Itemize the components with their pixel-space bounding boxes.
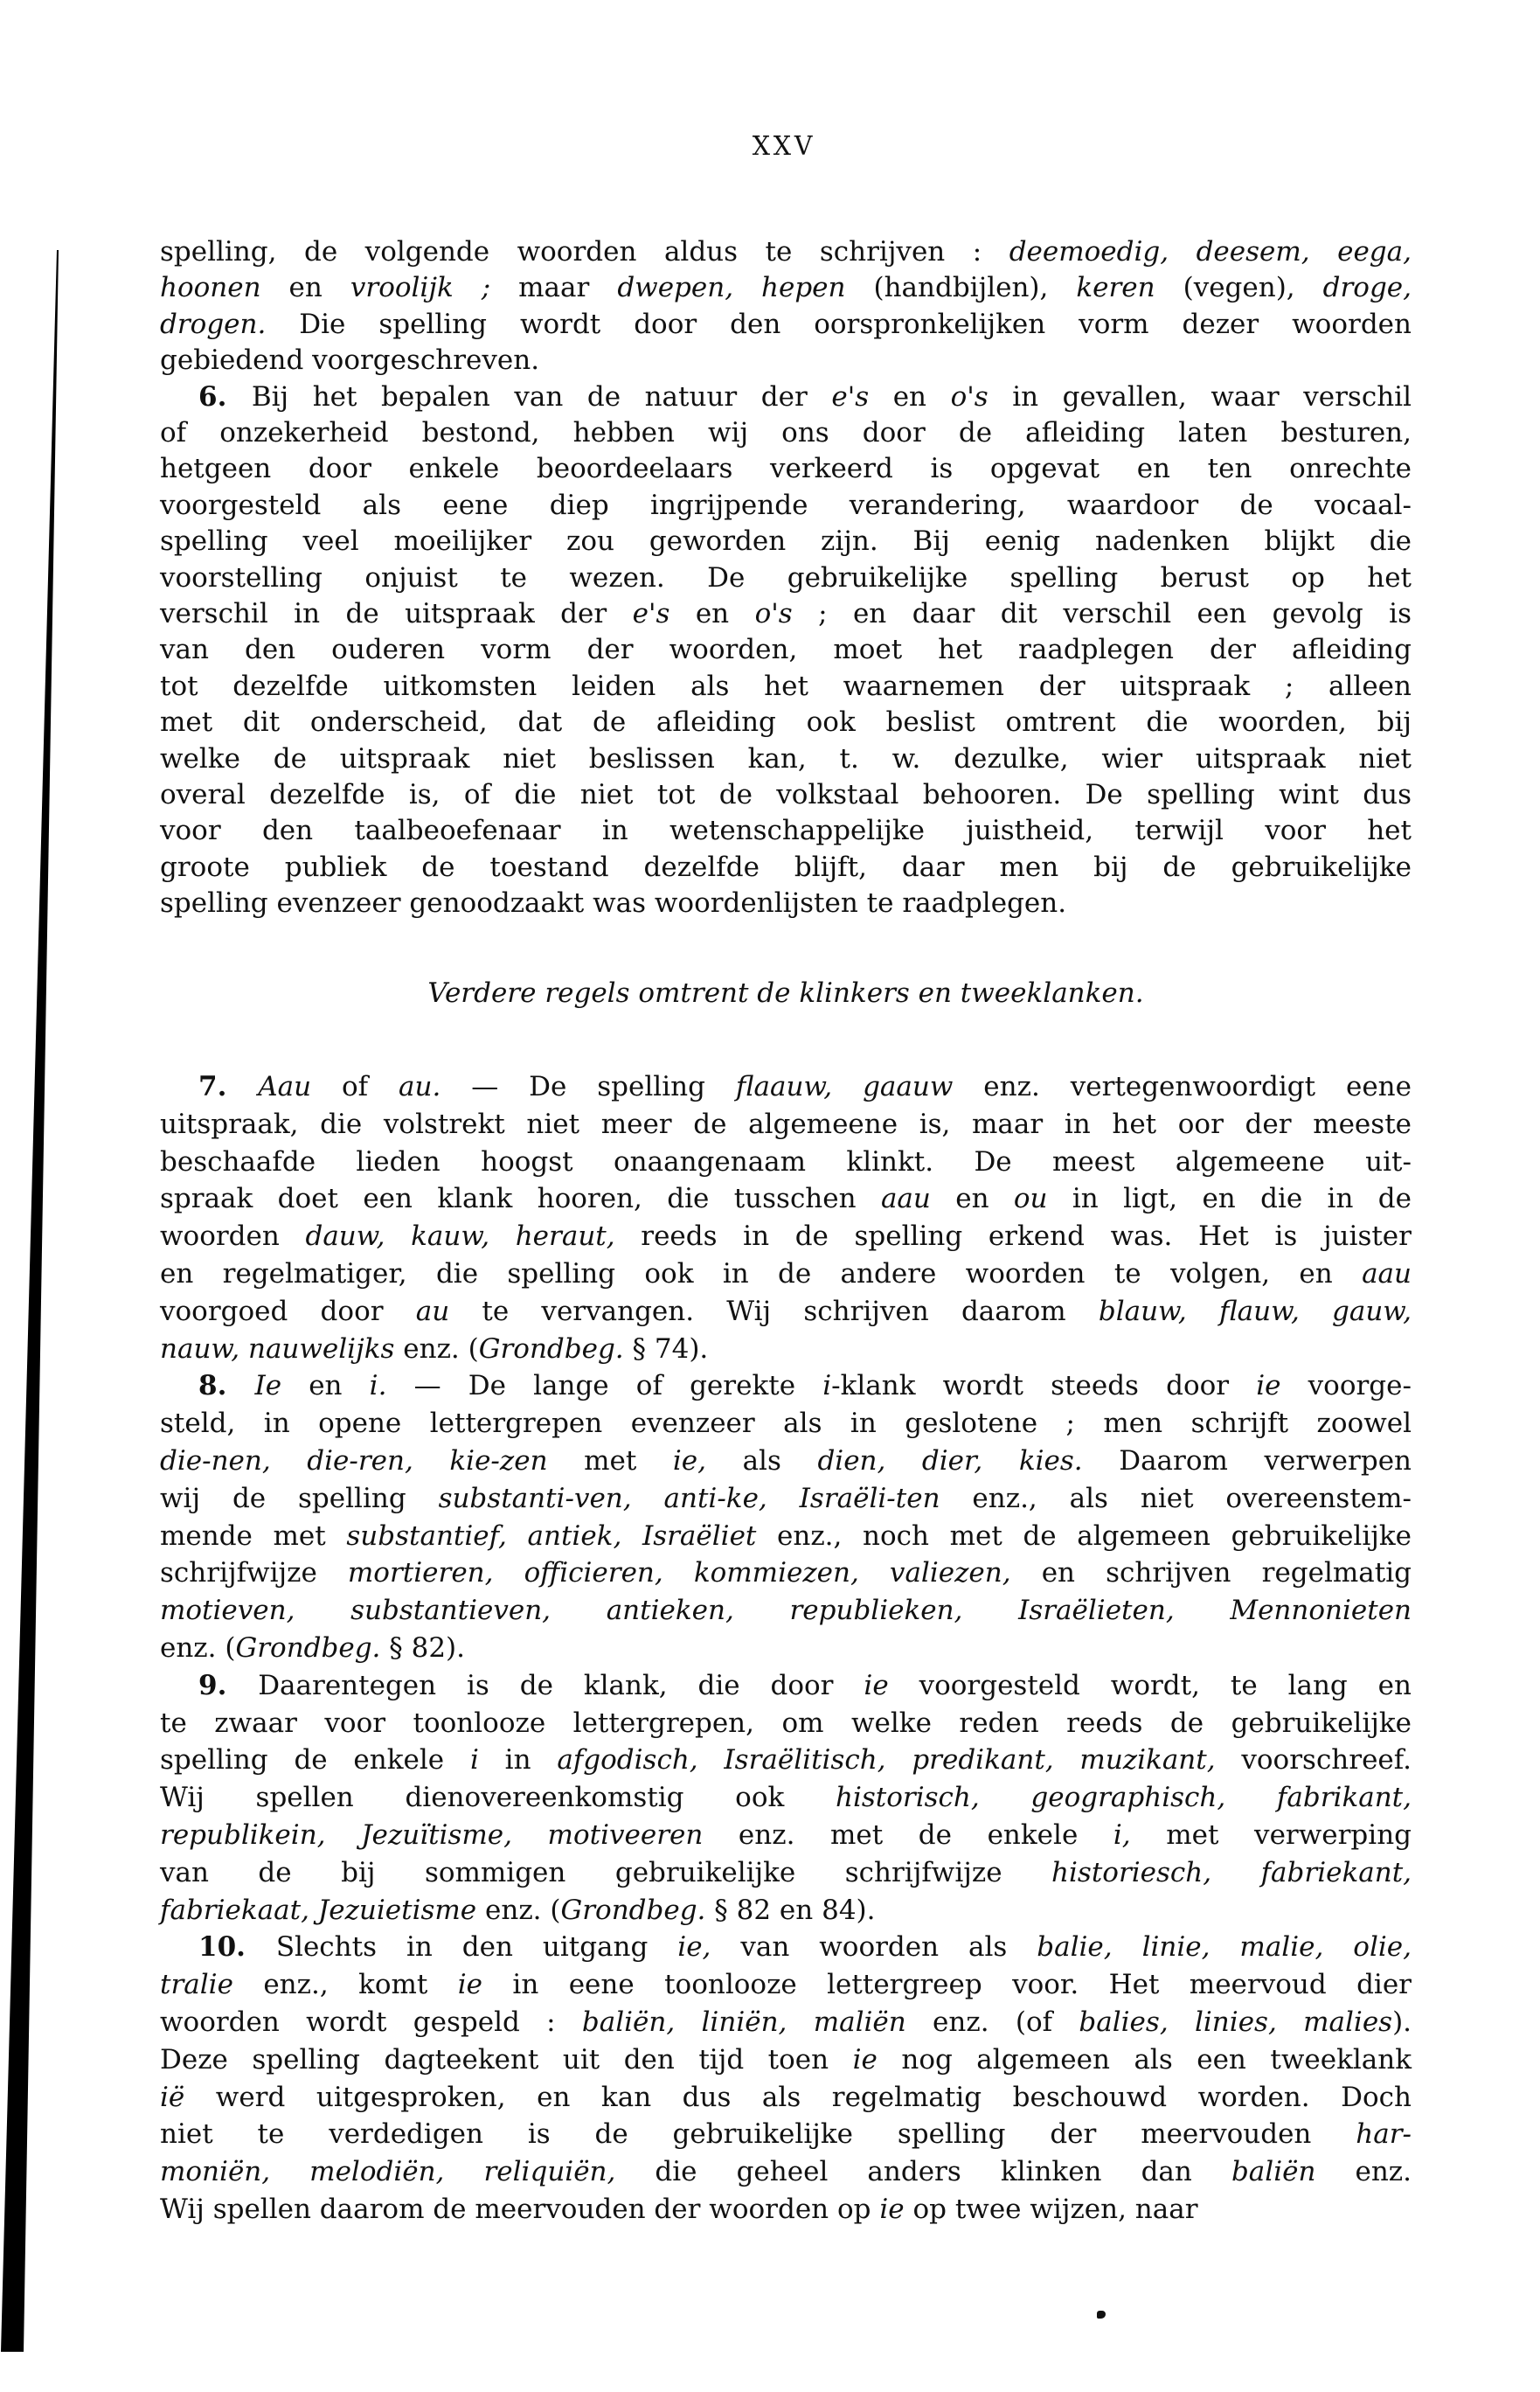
italic-term: republikein, Jezuïtisme, motiveeren [160,1818,704,1851]
text-run: enz. met de enkele [703,1818,1113,1851]
text-run: of [311,1071,399,1102]
text-run: Wij spellen dienovereenkomstig ook [160,1782,836,1814]
italic-term: au. [399,1071,441,1102]
paragraph-8 [160,1367,1412,1666]
italic-term: droge, [1322,272,1412,304]
italic-term: nauw, nauwelijks [160,1332,395,1365]
text-run: voorge- [1280,1370,1412,1402]
text-line [160,488,1412,524]
section-heading: Verdere regels omtrent de klinkers en tweeklanken. [427,977,1144,1009]
text-line [160,1068,1412,1106]
text-run: beschaafde lieden hoogst onaangenaam klinkt. De meest algemeene uit- [160,1145,1412,1178]
text-run: enz. [1315,2156,1412,2188]
text-run: overal dezelfde is, of die niet tot de volkstaal behooren. De spelling wint dus [160,778,1412,810]
italic-term: ie, [677,1931,711,1964]
text-run: steld, in opene lettergrepen evenzeer als in geslotene ; men schrijft zoowel [160,1408,1412,1440]
text-run: enz. ( [476,1894,561,1926]
text-line [160,1255,1412,1293]
italic-term: afgodisch, Israëlitisch, predikant, muzikant, [557,1744,1216,1777]
italic-term: substanti-ven, anti-ke, Israëli-ten [438,1482,940,1514]
text-run: te zwaar voor toonlooze lettergrepen, om welke reden reeds de gebruikelijke [160,1707,1412,1739]
text-line [160,1180,1412,1218]
text-run: niet te verdedigen is de gebruikelijke spelling der meervouden [160,2118,1356,2151]
text-line [160,886,1412,921]
paragraph-number: 10. [198,1931,276,1964]
text-line [160,1667,1412,1705]
italic-term: balies, linies, malies [1079,2006,1393,2038]
italic-term: mortieren, officieren, kommiezen, valiezen, [347,1557,1011,1589]
text-run: in ligt, en die in de [1047,1183,1412,1215]
text-run: enz. ( [394,1332,479,1365]
text-run: Slechts in den uitgang [275,1931,678,1964]
italic-term: historiesch, fabriekant, [1051,1856,1412,1888]
text-run: op twee wijzen, naar [904,2193,1198,2225]
text-run: voorgesteld als eene diep ingrijpende verandering, waardoor de vocaal- [160,489,1412,521]
italic-term: substantief, antiek, Israëliet [346,1519,757,1552]
text-run: verschil in de uitspraak der [160,597,633,629]
text-run: ). [1392,2006,1412,2038]
paragraph-7 [160,1068,1412,1367]
text-line [160,415,1412,451]
italic-term: ië [160,2081,185,2113]
text-run: wij de spelling [160,1482,439,1514]
text-line [160,1592,1412,1630]
italic-term: ie [457,1969,483,2001]
text-run: — De spelling [440,1071,736,1102]
italic-term: ou [1013,1183,1048,1215]
text-run: § 82 en 84). [705,1894,876,1926]
text-run: Daarom verwerpen [1082,1444,1412,1477]
text-line [160,1405,1412,1443]
text-run: spelling veel moeilijker zou geworden zijn. Bij eenig nadenken blijkt die [160,525,1412,558]
paragraph-intro [160,234,1412,379]
text-line [160,850,1412,886]
paragraph-6 [160,379,1412,922]
text-line [160,596,1412,632]
text-line [160,1817,1412,1854]
text-run: van den ouderen vorm der woorden, moet het raadplegen der afleiding [160,634,1412,666]
text-run: in gevallen, waar verschil [988,380,1412,413]
text-run: Daarentegen is de klank, die door [258,1669,864,1701]
text-line [160,2191,1412,2229]
text-run: die geheel anders klinken dan [615,2156,1231,2188]
text-run: en schrijven regelmatig [1010,1557,1412,1589]
text-run: en regelmatiger, die spelling ook in de andere woorden te volgen, en [160,1257,1363,1290]
text-line [160,1966,1412,2004]
text-run: en [930,1183,1014,1215]
text-run: schrijfwijze [160,1557,348,1589]
text-run: maar [490,272,618,304]
italic-term: baliën, liniën, maliën [581,2006,906,2038]
text-line [160,1892,1412,1930]
text-line [160,813,1412,849]
text-run: enz. (of [905,2006,1079,2038]
scan-edge-shadow [0,0,70,2392]
text-run: (handbijlen), [845,272,1077,304]
text-line [160,1144,1412,1181]
italic-term: o's [950,380,989,413]
text-run: en [281,1370,370,1402]
text-run: woorden [160,1220,306,1253]
italic-term: deemoedig, deesem, eega, [1009,236,1412,268]
text-run: tot dezelfde uitkomsten leiden als het waarnemen der uitspraak ; alleen [160,670,1412,702]
italic-term: die-nen, die-ren, kie-zen [160,1444,548,1477]
italic-term: ie [879,2193,905,2225]
text-line [160,1106,1412,1144]
text-line [160,2041,1412,2079]
italic-term: keren [1076,272,1155,304]
text-line [160,1779,1412,1817]
text-run: nog algemeen als een tweeklank [877,2043,1412,2076]
italic-term: Grondbeg. [235,1631,381,1664]
italic-term: ie [864,1669,889,1701]
italic-term: i. [369,1370,387,1402]
italic-term: ie [1256,1370,1281,1402]
text-run: enz. vertegenwoordigt eene [953,1071,1412,1102]
italic-term: fabriekaat, Jezuietisme [160,1894,477,1926]
italic-term: drogen. [160,308,267,340]
text-run: ; en daar dit verschil een gevolg is [792,597,1412,629]
italic-term: hoonen [160,272,261,304]
text-run: van de bij sommigen gebruikelijke schrijfwijze [160,1856,1052,1888]
text-line [160,234,1412,270]
italic-term: Grondbeg. [478,1332,624,1365]
text-line [160,669,1412,705]
text-line [160,343,1412,379]
paragraph-number: 9. [198,1669,259,1701]
italic-term: i [822,1370,832,1402]
text-line [160,741,1412,777]
text-run: in eene toonlooze lettergreep voor. Het meervoud dier [482,1969,1412,2001]
text-line [160,705,1412,741]
text-line [160,1218,1412,1255]
text-line [160,1705,1412,1742]
italic-term: motieven, substantieven, antieken, republieken, Israëlieten, Mennonieten [160,1595,1412,1627]
text-line [160,1929,1412,1966]
text-run: met [547,1444,673,1477]
text-run: en [260,272,350,304]
text-run: woorden wordt gespeld : [160,2006,582,2038]
text-run: (vegen), [1155,272,1323,304]
text-line [160,270,1412,306]
text-run: voorstelling onjuist te wezen. De gebruikelijke spelling berust op het [160,561,1412,594]
text-run: en [669,597,755,629]
text-line [160,451,1412,487]
text-line [160,307,1412,343]
text-run: te vervangen. Wij schrijven daarom [449,1295,1099,1327]
text-run: welke de uitspraak niet beslissen kan, t. w. dezulke, wier uitspraak niet [160,742,1412,775]
italic-term: dauw, kauw, heraut, [305,1220,615,1253]
text-line [160,777,1412,813]
paragraph-9 [160,1667,1412,1930]
text-run: Wij spellen daarom de meervouden der woorden op [160,2193,880,2225]
italic-term: ie, [672,1444,707,1477]
paragraph-10 [160,1929,1412,2228]
text-run: en [869,380,951,413]
italic-term: i [469,1744,479,1777]
text-run: of onzekerheid bestond, hebben wij ons door de afleiding laten besturen, [160,416,1412,448]
text-line [160,2079,1412,2117]
text-run: spelling, de volgende woorden aldus te schrijven : [160,236,1009,268]
italic-term: dwepen, hepen [617,272,846,304]
text-run: reeds in de spelling erkend was. Het is juister [614,1220,1412,1253]
text-run: uitspraak, die volstrekt niet meer de algemeene is, maar in het oor der meeste [160,1108,1412,1140]
text-run: § 82). [380,1631,466,1664]
text-line [160,1742,1412,1779]
text-run: enz. ( [160,1631,236,1664]
text-line [160,632,1412,668]
text-run: van woorden als [711,1931,1037,1964]
italic-term: i, [1113,1818,1131,1851]
text-run: spelling evenzeer genoodzaakt was woordenlijsten te raadplegen. [160,887,1067,920]
italic-term: Aau [258,1071,312,1102]
italic-term: flaauw, gaauw [735,1071,954,1102]
italic-term: balie, linie, malie, olie, [1037,1931,1412,1964]
text-run: werd uitgesproken, en kan dus als regelmatig beschouwd worden. Doch [184,2081,1412,2113]
italic-term: aau [880,1183,931,1215]
italic-term: e's [632,597,670,629]
italic-term: vroolijk ; [350,272,491,304]
text-run: § 74). [623,1332,709,1365]
text-line [160,1518,1412,1555]
text-run: mende met [160,1519,347,1552]
text-line [160,1630,1412,1667]
paragraph-number: 8. [198,1370,255,1402]
text-line [160,2153,1412,2191]
text-run: voorgesteld wordt, te lang en [888,1669,1412,1701]
italic-term: baliën [1231,2156,1316,2188]
italic-term: aau [1362,1257,1412,1290]
italic-term: har- [1356,2118,1412,2151]
text-run: Deze spelling dagteekent uit den tijd toen [160,2043,853,2076]
text-line [160,560,1412,596]
text-run: als [706,1444,818,1477]
text-run: enz., als niet overeenstem- [940,1482,1412,1514]
text-run: — De lange of gerekte [386,1370,823,1402]
text-run: enz., noch met de algemeen gebruikelijke [756,1519,1412,1552]
text-line [160,1331,1412,1368]
text-run: in [478,1744,558,1777]
text-run: spelling de enkele [160,1744,470,1777]
text-run: enz., komt [232,1969,458,2001]
text-line [160,1367,1412,1405]
text-run: voorgoed door [160,1295,416,1327]
text-run: gebiedend voorgeschreven. [160,344,540,377]
text-run: spraak doet een klank hooren, die tusschen [160,1183,881,1215]
italic-term: dien, dier, kies. [817,1444,1083,1477]
italic-term: e's [831,380,870,413]
text-run: met verwerping [1130,1818,1412,1851]
text-line [160,1854,1412,1892]
italic-term: tralie [160,1969,233,2001]
italic-term: au [415,1295,450,1327]
scan-speck [1097,2311,1106,2319]
italic-term: ie [852,2043,878,2076]
text-run: met dit onderscheid, dat de afleiding ook beslist omtrent die woorden, bij [160,706,1412,739]
text-line [160,1443,1412,1480]
paragraph-number: 6. [198,380,252,413]
italic-term: moniën, melodiën, reliquiën, [160,2156,616,2188]
text-line [160,2004,1412,2041]
italic-term: o's [754,597,793,629]
text-line [160,379,1412,415]
italic-term: Ie [254,1370,282,1402]
paragraph-number: 7. [198,1071,259,1102]
text-run: voor den taalbeoefenaar in wetenschappelijke juistheid, terwijl voor het [160,815,1412,847]
text-line [160,2116,1412,2153]
text-line [160,524,1412,560]
text-run: -klank wordt steeds door [831,1370,1257,1402]
text-run: Bij het bepalen van de natuur der [251,380,832,413]
italic-term: Grondbeg. [560,1894,706,1926]
text-run: voorschreef. [1215,1744,1412,1777]
page-number: XXV [752,131,816,162]
text-line [160,1554,1412,1592]
text-line [160,1293,1412,1331]
text-run: groote publiek de toestand dezelfde blijft, daar men bij de gebruikelijke [160,851,1412,883]
italic-term: blauw, flauw, gauw, [1098,1295,1412,1327]
text-run: hetgeen door enkele beoordeelaars verkeerd is opgevat en ten onrechte [160,453,1412,485]
text-run: Die spelling wordt door den oorspronkelijken vorm dezer woorden [266,308,1412,340]
italic-term: historisch, geographisch, fabrikant, [835,1782,1412,1814]
text-line [160,1480,1412,1518]
